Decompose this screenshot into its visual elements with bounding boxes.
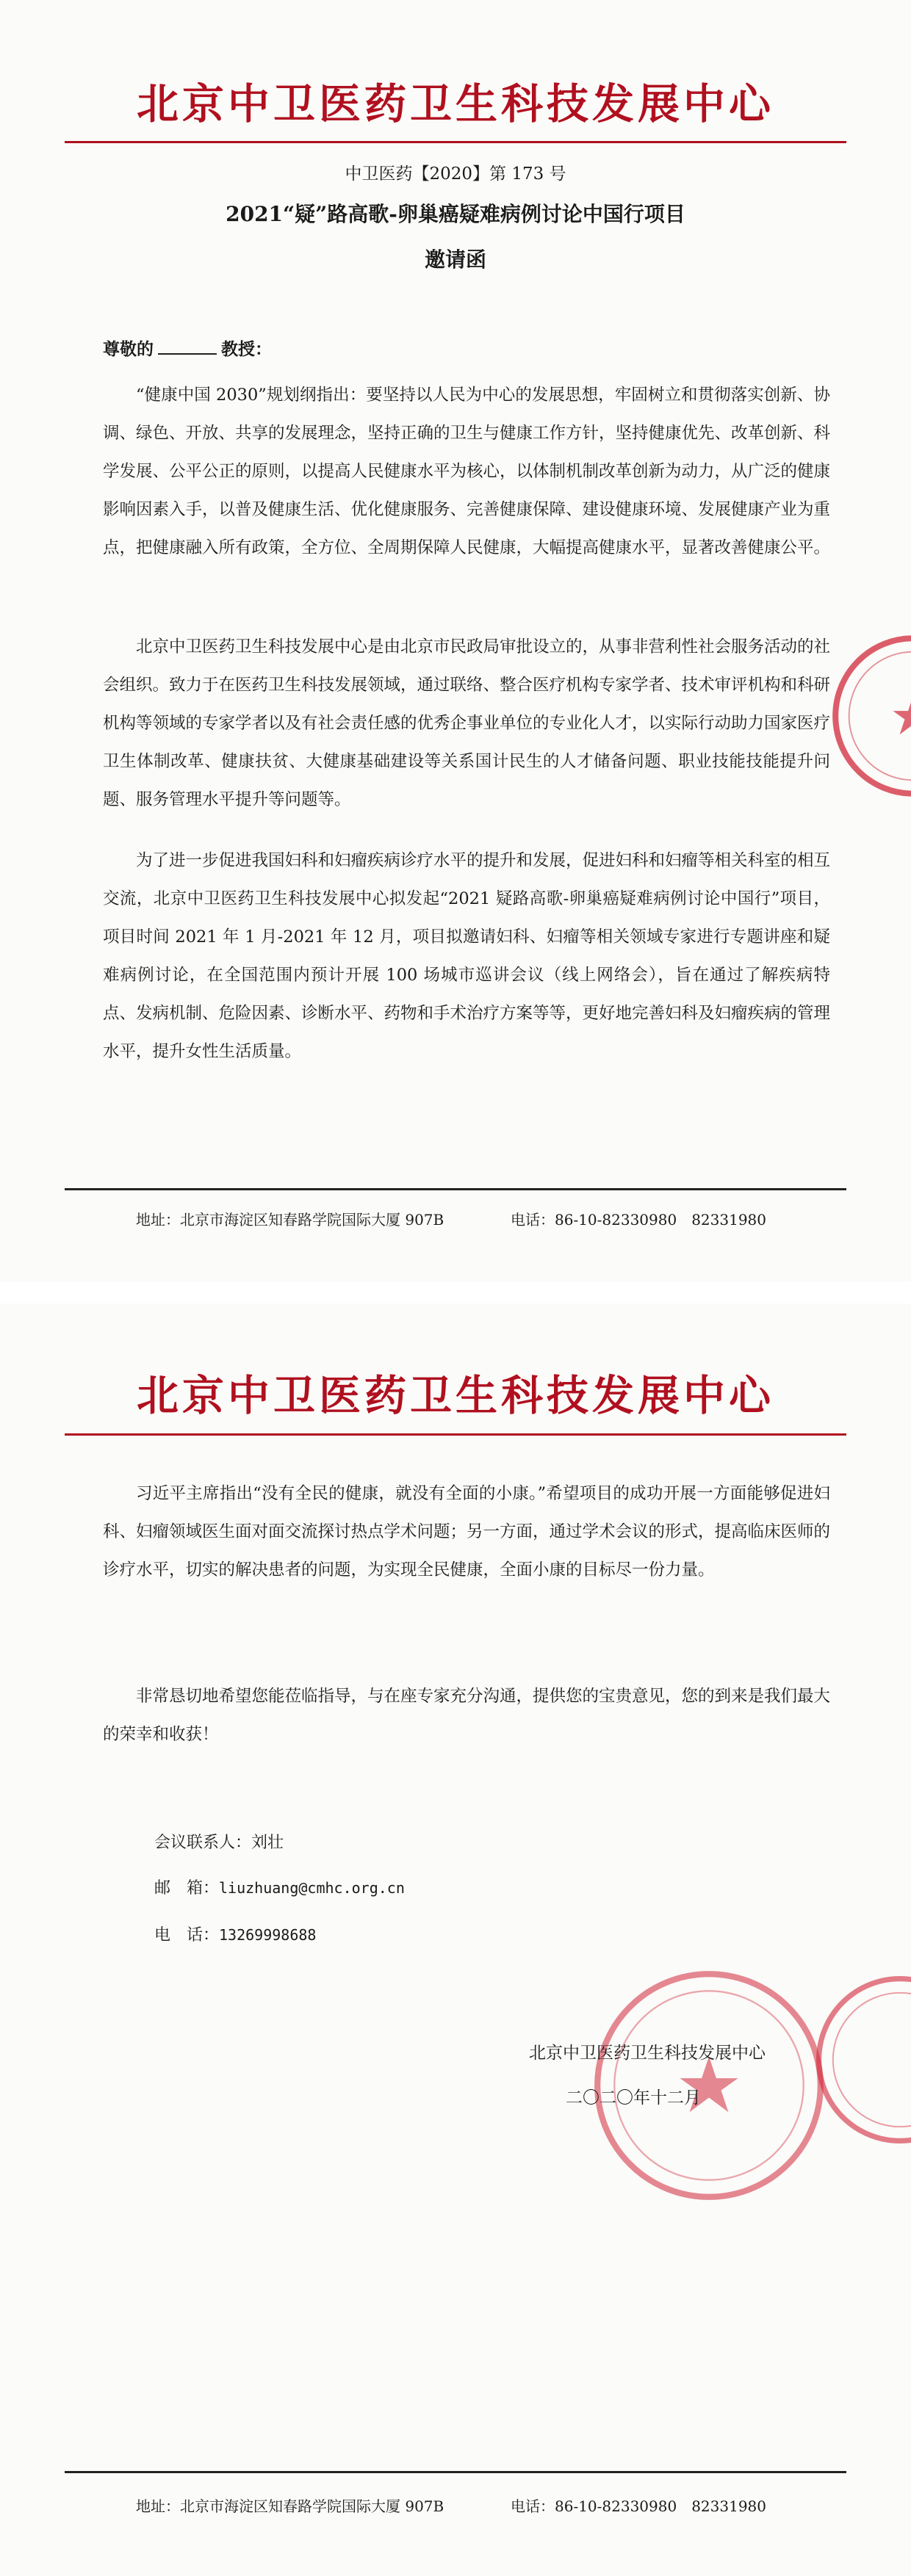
paragraph-project: 为了进一步促进我国妇科和妇瘤疾病诊疗水平的提升和发展，促进妇科和妇瘤等相关科室的相互交流，北京中卫医药卫生科技发展中心拟发起“2021 疑路高歌-卵巢癌疑难病例讨论中国行”项目，项目时间 2021 年 1 月-2021 年 12 月，项目拟邀请妇科、妇瘤等相关领域专家进行专题讲座和疑难病例讨论，在全国范围内预计开展 100 场城市巡讲会议（线上网络会），旨在通过了解疾病特点、发病机制、危险因素、诊断水平、药物和手术治疗方案等等，更好地完善妇科及妇瘤疾病的管理水平，提升女性生活质量。 <box>103 851 831 1061</box>
email-label: 邮 箱： <box>154 1879 220 1897</box>
org-title: 北京中卫医药卫生科技发展中心 <box>137 80 774 129</box>
footer-divider <box>65 1188 846 1190</box>
footer-phone: 电话：86-10-82330980 82331980 <box>511 1211 767 1229</box>
paragraph-health-china: “健康中国 2030”规划纲指出：要坚持以人民为中心的发展思想，牢固树立和贯彻落实创新、协调、绿色、开放、共享的发展理念，坚持正确的卫生与健康工作方针，坚持健康优先、改革创新、科学发展、公平公正的原则，以提高人民健康水平为核心，以体制机制改革创新为动力，从广泛的健康影响因素入手，以普及健康生活、优化健康服务、完善健康保障、建设健康环境、发展健康产业为重点，把健康融入所有政策，全方位、全周期保障人民健康，大幅提高健康水平，显著改善健康公平。 <box>103 386 831 557</box>
letter-page-2 <box>0 1303 911 2576</box>
salutation-prefix: 尊敬的 <box>103 339 154 359</box>
salutation-suffix: 教授： <box>221 339 272 359</box>
letter-page-1 <box>0 0 911 1281</box>
paragraph-invitation: 非常恳切地希望您能莅临指导，与在座专家充分沟通，提供您的宝贵意见，您的到来是我们最大的荣幸和收获！ <box>103 1687 831 1744</box>
salutation <box>103 336 272 360</box>
paragraph-xi-quote: 习近平主席指出“没有全民的健康，就没有全面的小康。”希望项目的成功开展一方面能够促进妇科、妇瘤领域医生面对面交流探讨热点学术问题；另一方面，通过学术会议的形式，提高临床医师的诊疗水平，切实的解决患者的问题，为实现全民健康，全面小康的目标尽一份力量。 <box>103 1484 831 1580</box>
signature-date: 二〇二〇年十二月 <box>566 2088 701 2108</box>
contact-email-row <box>154 1875 405 1898</box>
footer-phone: 电话：86-10-82330980 82331980 <box>511 2497 767 2515</box>
footer-divider <box>65 2471 846 2473</box>
signature-organization: 北京中卫医药卫生科技发展中心 <box>529 2044 766 2063</box>
footer-address: 地址：北京市海淀区知春路学院国际大厦 907B <box>136 2497 444 2515</box>
phone-number: 13269998688 <box>219 1926 317 1944</box>
header-divider <box>65 141 846 143</box>
letter-type: 邀请函 <box>424 247 486 272</box>
org-title: 北京中卫医药卫生科技发展中心 <box>137 1372 774 1420</box>
official-seal-stamp <box>812 1972 911 2148</box>
phone-label: 电 话： <box>154 1926 220 1944</box>
footer-address: 地址：北京市海淀区知春路学院国际大厦 907B <box>136 1211 444 1229</box>
project-title: 2021“疑”路高歌-卵巢癌疑难病例讨论中国行项目 <box>226 202 685 226</box>
paragraph-organization: 北京中卫医药卫生科技发展中心是由北京市民政局审批设立的，从事非营利性社会服务活动的社会组织。致力于在医药卫生科技发展领域，通过联络、整合医疗机构专家学者、技术审评机构和科研机构等领域的专家学者以及有社会责任感的优秀企事业单位的专业化人才，以实际行动助力国家医疗卫生体制改革、健康扶贫、大健康基础建设等关系国计民生的人才储备问题、职业技能技能提升问题、服务管理水平提升等问题等。 <box>103 637 831 809</box>
page-gap <box>0 1281 911 1303</box>
name-blank <box>158 340 217 355</box>
official-seal-stamp <box>829 632 911 800</box>
contact-person: 会议联系人：刘壮 <box>154 1834 284 1852</box>
document-number: 中卫医药【2020】第 173 号 <box>345 164 566 184</box>
header-divider <box>65 1433 846 1436</box>
email-address: liuzhuang@cmhc.org.cn <box>219 1879 405 1897</box>
contact-phone-row <box>154 1922 316 1945</box>
